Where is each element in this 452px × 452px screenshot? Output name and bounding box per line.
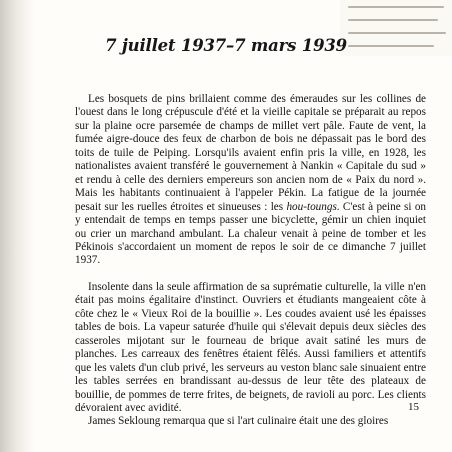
text-line: murs de planches. Les carreaux des fenêtres étaient fêlés. Aussi familiers bbox=[75, 334, 427, 361]
text-line: Pékin. La fatigue de la journée pesait sur les ruelles étroites et sinueuses : bbox=[75, 187, 427, 213]
text-line: vent, la fumée aigre-douce des feux de charbon de bois ne dépassait pas le bbox=[75, 119, 427, 146]
page-number: 15 bbox=[408, 401, 419, 413]
body-text bbox=[75, 93, 426, 429]
text-line: « Capitale du sud » et rendu à celle des derniers empereurs son ancien bbox=[75, 160, 426, 186]
text-line: Insolente dans la seule affirmation de sa suprématie culturelle, la ville bbox=[88, 280, 405, 293]
paragraph bbox=[75, 281, 426, 416]
text-line: de l'ouest dans le long crépuscule d'été et la vieille capitale se préparait au bbox=[75, 93, 426, 119]
text-line: les hou-toungs. C'est à peine si on y entendait de temps en temps passer bbox=[75, 200, 427, 227]
text-line: chaleur venait à peine de tomber et les Pékinois s'accordaient un moment bbox=[75, 227, 427, 253]
text-line: épaisses tables de bois. La vapeur saturée d'huile qui s'élevait depuis deux bbox=[75, 307, 427, 334]
previous-page-text-line bbox=[348, 19, 438, 21]
text-line: plateaux de bouillie, de pommes de terre frites, de beignets, de ravioli au bbox=[75, 375, 426, 401]
paragraph bbox=[75, 93, 426, 268]
text-line: côte à côte chez le « Vieux Roi de la bouillie ». Les coudes avaient usé les bbox=[75, 294, 427, 320]
previous-page-text-line bbox=[348, 6, 444, 8]
text-line: et attentifs que les valets d'un club privé, les serveurs au veston blanc sale bbox=[75, 348, 426, 374]
text-line: sinuaient entre les tables serrées en brandissant au-dessus de leur tête des bbox=[75, 361, 427, 388]
paragraph bbox=[75, 415, 426, 428]
text-line: porc. Les clients dévoraient avec avidité. bbox=[75, 388, 426, 414]
text-line: de repos le soir de ce dimanche 7 juillet 1937. bbox=[75, 240, 426, 267]
binding-shadow bbox=[0, 0, 34, 452]
chapter-title: 7 juillet 1937–7 mars 1939 bbox=[105, 36, 347, 55]
text-line: nom de « Paix du nord ». Mais les habitants continuaient à l'appeler bbox=[75, 173, 426, 200]
text-line: James Sekloung remarqua que si l'art culinaire était une des gloires bbox=[88, 415, 389, 428]
text-line: siècles des casseroles mijotant sur le fourneau de brique avait satiné les bbox=[75, 321, 427, 347]
text-line: n'en était pas moins égalitaire d'instinct. Ouvriers et étudiants mangeaient bbox=[75, 280, 427, 307]
text-line: une bicyclette, gémir un chien inquiet ou crier un marchand ambulant. La bbox=[75, 214, 427, 240]
text-line: 1928, les nationalistes avaient transféré le gouvernement à Nankin bbox=[75, 146, 427, 173]
text-line: bord des toits de tuile de Peiping. Lorsqu'ils avaient enfin pris la ville, en bbox=[75, 133, 427, 159]
previous-page-text-line bbox=[348, 32, 446, 34]
text-line: repos sur la plaine ocre parsemée de champs de millet vert pâle. Faute de bbox=[75, 106, 426, 132]
text-line: Les bosquets de pins brillaient comme des émeraudes sur les collines bbox=[88, 93, 412, 105]
